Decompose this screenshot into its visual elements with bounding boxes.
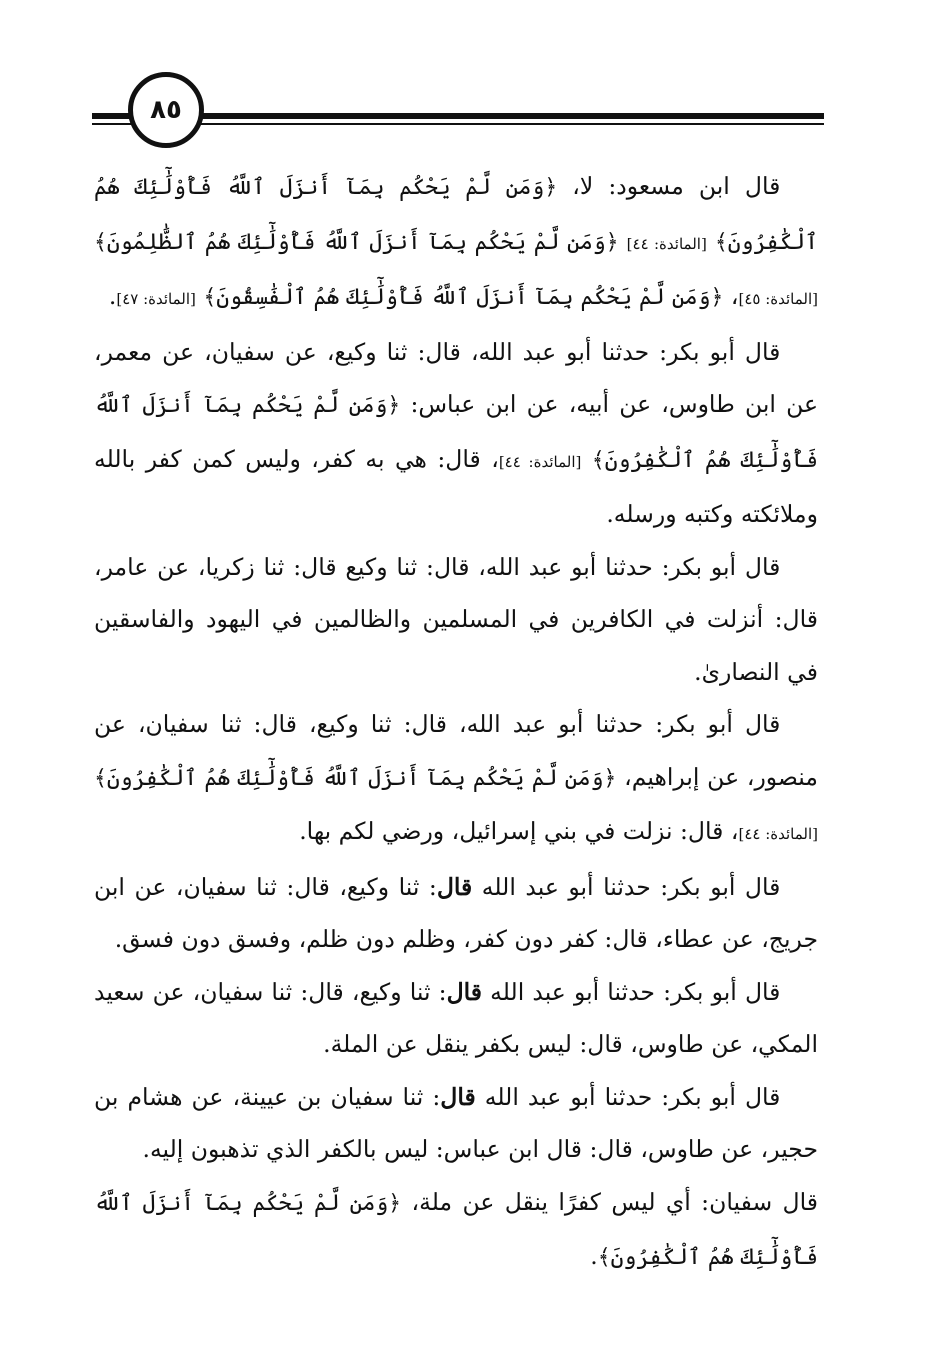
paragraph-2 xyxy=(94,326,818,541)
page-header xyxy=(0,0,928,160)
body-text: قال أبو بكر: حدثنا أبو عبد الله xyxy=(472,872,781,901)
body-text xyxy=(619,227,627,255)
body-text: قال ابن مسعود: لا، xyxy=(557,172,781,200)
quran-verse: ﴿وَمَن لَّمْ يَحْكُم بِمَآ أَنزَلَ ٱللَّهُ فَأُوْلَٰٓئِكَ هُمُ ٱلْكَٰفِرُونَ﴾ xyxy=(94,393,818,473)
body-text: قال سفيان: أي ليس كفرًا ينقل عن ملة، xyxy=(401,1187,818,1216)
body-text: : ثنا سفيان بن عيينة، عن هشام بن حجير، عن طاوس، قال: قال ابن عباس: ليس بالكفر الذي تذهبون إليه. xyxy=(94,1082,818,1163)
quran-verse: ﴿وَمَن لَّمْ يَحْكُم بِمَآ أَنزَلَ ٱللَّهُ فَأُوْلَٰٓئِكَ هُمُ ٱلْكَٰفِرُونَ﴾ xyxy=(94,1190,818,1270)
quran-verse: ﴿وَمَن لَّمْ يَحْكُم بِمَآ أَنزَلَ ٱللَّهُ فَأُوْلَٰٓئِكَ هُمُ ٱلظَّٰلِمُونَ﴾ xyxy=(94,229,619,255)
paragraph-7 xyxy=(94,1071,818,1176)
body-text: قال أبو بكر: حدثنا أبو عبد الله، قال: ثنا وكيع قال: ثنا زكريا، عن عامر، قال: أنزلت في الكافرين في المسلمين والظالمين في اليهود والفاسقين في النصارىٰ. xyxy=(94,552,818,686)
paragraph-3 xyxy=(94,541,818,699)
body-text: : ثنا وكيع، قال: ثنا سفيان، عن سعيد المكي، عن طاوس، قال: ليس بكفر ينقل عن الملة. xyxy=(94,977,818,1058)
body-text: . xyxy=(108,282,117,310)
body-text xyxy=(707,227,715,255)
paragraph-1 xyxy=(94,160,818,326)
quran-verse: ﴿وَمَن لَّمْ يَحْكُم بِمَآ أَنزَلَ ٱللَّهُ فَأُوْلَٰٓئِكَ هُمُ ٱلْكَٰفِرُونَ﴾ xyxy=(94,175,818,255)
quran-verse: ﴿وَمَن لَّمْ يَحْكُم بِمَآ أَنزَلَ ٱللَّهُ فَأُوْلَٰٓئِكَ هُمُ ٱلْكَٰفِرُونَ﴾ xyxy=(94,765,617,791)
paragraph-4 xyxy=(94,698,818,861)
header-rule-thin xyxy=(92,123,824,125)
verse-reference: [المائدة: ٤٤] xyxy=(626,234,707,253)
bold-word: قال xyxy=(446,977,483,1006)
body-text: . xyxy=(590,1242,598,1270)
page-body xyxy=(94,160,818,1285)
body-text: ، xyxy=(723,282,739,310)
paragraph-5 xyxy=(94,861,818,966)
body-text: قال أبو بكر: حدثنا أبو عبد الله، قال: ثنا وكيع، قال: ثنا سفيان، عن منصور، عن إبراهيم، xyxy=(94,710,818,791)
paragraph-6 xyxy=(94,966,818,1071)
body-text: قال أبو بكر: حدثنا أبو عبد الله، قال: ثنا وكيع، عن سفيان، عن معمر، عن ابن طاوس، عن أبيه، عن ابن عباس: xyxy=(94,337,818,418)
verse-reference: [المائدة: ٤٧] xyxy=(116,290,196,308)
quran-verse: ﴿وَمَن لَّمْ يَحْكُم بِمَآ أَنزَلَ ٱللَّهُ فَأُوْلَٰٓئِكَ هُمُ ٱلْفَٰسِقُونَ﴾ xyxy=(203,285,724,310)
body-text xyxy=(581,445,591,473)
body-text: : ثنا وكيع، قال: ثنا سفيان، عن ابن جريج، عن عطاء، قال: كفر دون كفر، وظلم دون ظلم، وفسق دون فسق. xyxy=(94,872,818,953)
verse-reference: [المائدة: ٤٤] xyxy=(738,825,818,843)
bold-word: قال xyxy=(436,872,473,901)
body-text: ، قال: هي به كفر، وليس كمن كفر بالله وملائكته وكتبه ورسله. xyxy=(94,444,818,528)
bold-word: قال xyxy=(440,1082,476,1111)
paragraph-8 xyxy=(94,1176,818,1285)
body-text: قال أبو بكر: حدثنا أبو عبد الله xyxy=(475,1082,781,1111)
body-text: قال أبو بكر: حدثنا أبو عبد الله xyxy=(482,977,781,1006)
verse-reference: [المائدة: ٤٥] xyxy=(738,290,818,308)
page-number: ٨٥ xyxy=(150,95,182,125)
verse-reference: [المائدة: ٤٤] xyxy=(498,452,582,471)
page-number-badge xyxy=(128,72,204,148)
body-text: ، قال: نزلت في بني إسرائيل، ورضي لكم بها. xyxy=(299,817,739,845)
